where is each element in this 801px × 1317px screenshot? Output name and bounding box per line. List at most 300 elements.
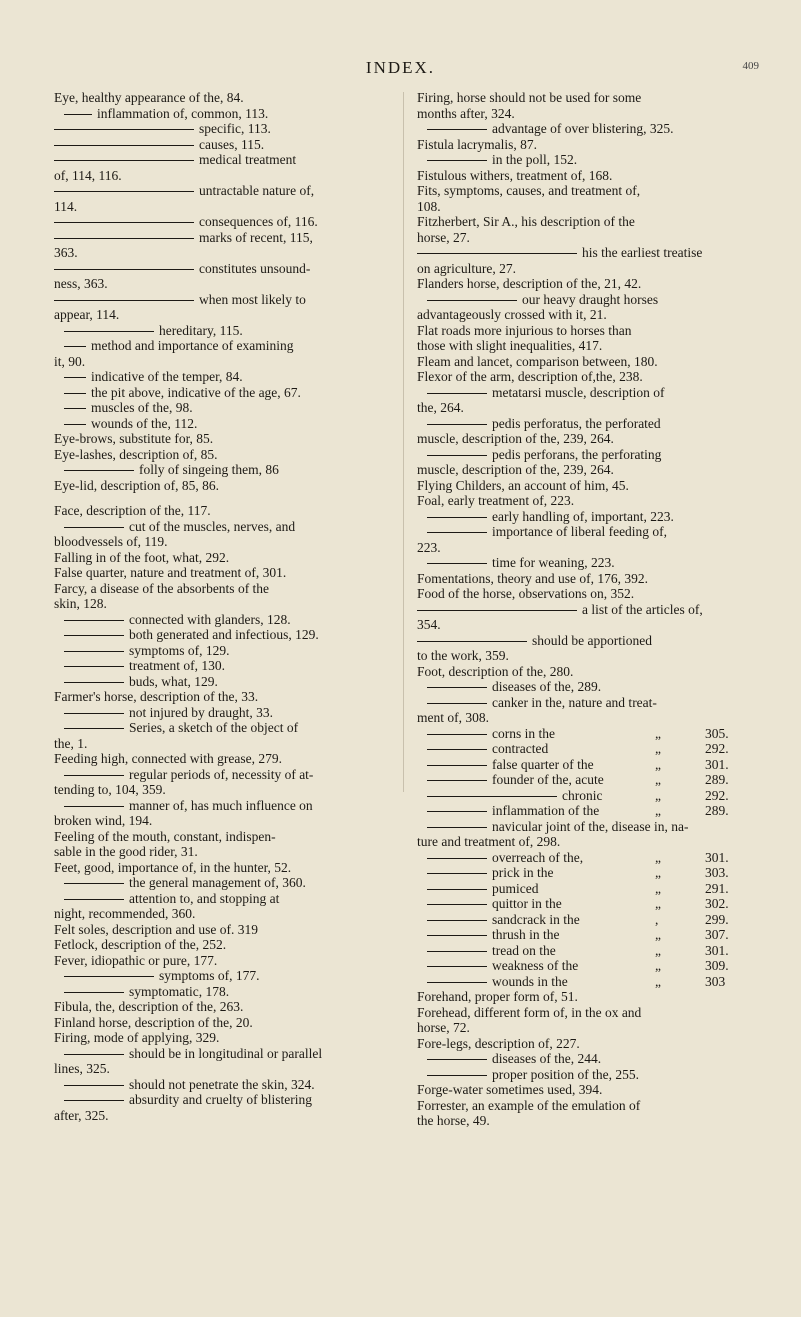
index-entry-continuation: [54, 906, 396, 922]
entry-text: Fleam and lancet, comparison between, 180.: [417, 353, 658, 369]
index-subentry-row: [417, 927, 759, 943]
entry-text: symptomatic, 178.: [129, 983, 230, 999]
ditto-dash: [427, 749, 487, 750]
index-entry-continuation: [54, 1108, 396, 1124]
index-entry: [417, 1082, 759, 1098]
entry-text: specific, 113.: [199, 121, 271, 136]
subentry-text: thrush in the: [492, 927, 560, 942]
index-subentry: [417, 1067, 759, 1083]
entry-text: early handling of, important, 223.: [492, 508, 674, 524]
ditto-dash: [427, 889, 487, 890]
entry-text: 114.: [54, 198, 78, 214]
ditto-dash: [64, 899, 124, 900]
subentry-text: pumiced: [492, 880, 539, 896]
page-reference: 301.: [705, 942, 729, 958]
entry-text: muscle, description of the, 239, 264.: [417, 462, 614, 477]
entry-text: navicular joint of the, disease in, na-: [492, 818, 689, 834]
index-entry: [417, 571, 759, 587]
entry-text: buds, what, 129.: [129, 673, 218, 689]
index-subentry: [417, 633, 759, 649]
ditto-dash: [64, 346, 86, 347]
index-entry-continuation: [417, 106, 759, 122]
subentry-label: [417, 943, 556, 959]
index-entry: [54, 550, 396, 566]
index-subentry: [54, 152, 396, 168]
subentry-text: wounds in the: [492, 973, 568, 989]
entry-text: Foot, description of the, 280.: [417, 663, 574, 679]
index-subentry: [54, 323, 396, 339]
entry-text: Fever, idiopathic or pure, 177.: [54, 952, 218, 968]
ditto-dash: [427, 982, 487, 983]
ditto-dash: [54, 145, 194, 146]
entry-text: muscle, description of the, 239, 264.: [417, 431, 614, 446]
ditto-dash: [427, 966, 487, 967]
entry-text: treatment of, 130.: [129, 658, 225, 673]
entry-text: Eye-lashes, description of, 85.: [54, 446, 218, 462]
entry-text: symptoms of, 177.: [159, 968, 260, 983]
entry-text: metatarsi muscle, description of: [492, 384, 665, 400]
index-subentry-row: [417, 741, 759, 757]
entry-text: Farmer's horse, description of the, 33.: [54, 689, 259, 704]
subentry-text: corns in the: [492, 725, 555, 741]
index-entry: [417, 493, 759, 509]
index-subentry: [417, 524, 759, 540]
index-subentry: [417, 602, 759, 618]
ditto-dash: [64, 1100, 124, 1101]
entry-text: Feet, good, importance of, in the hunter, 52.: [54, 859, 292, 875]
index-subentry-row: [417, 772, 759, 788]
index-subentry: [54, 106, 396, 122]
entry-text: both generated and infectious, 129.: [129, 627, 319, 642]
index-entry-continuation: [417, 338, 759, 354]
ditto-dash: [427, 811, 487, 812]
index-entry: [54, 860, 396, 876]
entry-text: muscles of the, 98.: [91, 400, 193, 415]
ditto-dash: [64, 1054, 124, 1055]
ditto-dash: [427, 873, 487, 874]
entry-text: Firing, mode of applying, 329.: [54, 1030, 220, 1045]
index-entry: [417, 989, 759, 1005]
entry-text: Fistulous withers, treatment of, 168.: [417, 167, 613, 183]
entry-text: his the earliest treatise: [582, 245, 703, 260]
index-subentry: [54, 767, 396, 783]
entry-text: in the poll, 152.: [492, 152, 578, 167]
entry-text: Flanders horse, description of the, 21, 42.: [417, 276, 642, 291]
ditto-dash: [64, 635, 124, 636]
entry-text: bloodvessels of, 119.: [54, 534, 168, 549]
index-subentry-row: [417, 726, 759, 742]
index-entry-continuation: [417, 710, 759, 726]
index-subentry-row: [417, 865, 759, 881]
ditto-dash: [54, 238, 194, 239]
page-reference: 299.: [705, 911, 729, 927]
ditto-mark: „: [655, 958, 661, 973]
ditto-dash: [54, 300, 194, 301]
ditto-dash: [427, 160, 487, 161]
index-entry: [54, 447, 396, 463]
entry-text: consequences of, 116.: [199, 214, 318, 229]
index-entry-continuation: [417, 261, 759, 277]
page-reference: 302.: [705, 896, 729, 911]
ditto-dash: [54, 269, 194, 270]
index-subentry: [417, 1051, 759, 1067]
index-entry-continuation: [54, 1061, 396, 1077]
entry-text: hereditary, 115.: [159, 322, 243, 338]
index-subentry: [417, 152, 759, 168]
ditto-dash: [54, 129, 194, 130]
subentry-text: prick in the: [492, 865, 554, 880]
entry-text: appear, 114.: [54, 307, 120, 322]
subentry-text: quittor in the: [492, 896, 562, 911]
ditto-mark: „: [655, 896, 661, 911]
entry-text: False quarter, nature and treatment of, 301.: [54, 565, 287, 580]
entry-text: of, 114, 116.: [54, 167, 122, 183]
ditto-dash: [64, 806, 124, 807]
ditto-dash: [427, 129, 487, 130]
index-entry-continuation: [417, 648, 759, 664]
ditto-dash: [427, 517, 487, 518]
entry-text: indicative of the temper, 84.: [91, 369, 243, 384]
entry-text: proper position of the, 255.: [492, 1066, 639, 1082]
index-subentry: [54, 643, 396, 659]
index-entry-continuation: [54, 782, 396, 798]
index-entry-continuation: [417, 1113, 759, 1129]
ditto-mark: „: [655, 849, 661, 865]
index-subentry: [54, 369, 396, 385]
page-reference: 291.: [705, 880, 729, 896]
index-subentry: [54, 261, 396, 277]
index-entry-continuation: [54, 354, 396, 370]
ditto-dash: [427, 734, 487, 735]
subentry-label: [417, 741, 548, 757]
index-subentry: [54, 292, 396, 308]
entry-text: Finland horse, description of the, 20.: [54, 1014, 253, 1030]
entry-text: Fitzherbert, Sir A., his description of the: [417, 214, 635, 229]
index-entry-continuation: [417, 462, 759, 478]
ditto-dash: [427, 1059, 487, 1060]
index-entry: [417, 168, 759, 184]
index-subentry: [54, 984, 396, 1000]
index-entry-continuation: [54, 736, 396, 752]
ditto-dash: [64, 393, 86, 394]
subentry-text: founder of the, acute: [492, 772, 604, 787]
entry-text: Feeling of the mouth, constant, indispen-: [54, 828, 276, 844]
index-subentry: [54, 338, 396, 354]
ditto-mark: ,: [655, 911, 659, 927]
subentry-text: weakness of the: [492, 958, 579, 973]
entry-text: pedis perforatus, the perforated: [492, 415, 661, 431]
index-subentry: [417, 447, 759, 463]
entry-text: the general management of, 360.: [129, 875, 306, 890]
entry-text: lines, 325.: [54, 1061, 110, 1076]
ditto-dash: [427, 796, 557, 797]
ditto-mark: „: [655, 772, 661, 787]
index-subentry: [417, 416, 759, 432]
subentry-text: tread on the: [492, 942, 556, 958]
ditto-dash: [64, 775, 124, 776]
index-subentry: [54, 214, 396, 230]
index-subentry: [54, 121, 396, 137]
entry-text: medical treatment: [199, 152, 297, 167]
subentry-label: [417, 974, 568, 990]
ditto-mark: „: [655, 880, 661, 896]
entry-text: should be apportioned: [532, 632, 652, 648]
page-title: INDEX.: [365, 58, 436, 77]
entry-text: Flexor of the arm, description of,the, 238.: [417, 369, 643, 384]
entry-text: manner of, has much influence on: [129, 797, 313, 813]
entry-text: the, 1.: [54, 735, 88, 751]
index-entry-continuation: [54, 168, 396, 184]
ditto-mark: „: [655, 803, 661, 818]
entry-text: Falling in of the foot, what, 292.: [54, 549, 230, 565]
index-subentry-row: [417, 896, 759, 912]
index-subentry: [417, 555, 759, 571]
entry-text: not injured by draught, 33.: [129, 704, 273, 720]
index-subentry: [54, 400, 396, 416]
entry-text: causes, 115.: [199, 136, 265, 152]
index-subentry: [54, 720, 396, 736]
entry-text: ness, 363.: [54, 276, 108, 291]
entry-text: Farcy, a disease of the absorbents of the: [54, 580, 270, 596]
index-entry: [54, 1030, 396, 1046]
ditto-dash: [427, 455, 487, 456]
subentry-label: [417, 927, 560, 943]
entry-text: horse, 72.: [417, 1020, 470, 1035]
entry-text: Feeding high, connected with grease, 279.: [54, 751, 282, 766]
entry-text: attention to, and stopping at: [129, 890, 280, 906]
index-subentry: [54, 875, 396, 891]
index-entry: [417, 1036, 759, 1052]
ditto-mark: „: [655, 787, 661, 803]
entry-text: Eye, healthy appearance of the, 84.: [54, 90, 244, 105]
index-entry-continuation: [54, 534, 396, 550]
index-entry: [417, 354, 759, 370]
index-subentry-row: [417, 803, 759, 819]
entry-text: Flying Childers, an account of him, 45.: [417, 477, 629, 493]
index-subentry-row: [417, 757, 759, 773]
column-divider: [403, 92, 404, 792]
index-entry: [54, 478, 396, 494]
ditto-dash: [54, 160, 194, 161]
ditto-dash: [427, 858, 487, 859]
index-entry-continuation: [417, 199, 759, 215]
index-subentry: [54, 230, 396, 246]
ditto-dash: [64, 527, 124, 528]
ditto-dash: [64, 424, 86, 425]
ditto-dash: [417, 641, 527, 642]
page-number: 409: [742, 60, 759, 72]
ditto-dash: [64, 713, 124, 714]
index-subentry: [417, 245, 759, 261]
subentry-label: [417, 772, 604, 788]
entry-text: Fits, symptoms, causes, and treatment of,: [417, 183, 641, 198]
index-subentry: [417, 121, 759, 137]
ditto-dash: [64, 377, 86, 378]
ditto-dash: [427, 904, 487, 905]
entry-text: night, recommended, 360.: [54, 906, 196, 921]
entry-text: Fistula lacrymalis, 87.: [417, 136, 537, 152]
page-reference: 289.: [705, 803, 729, 818]
ditto-dash: [64, 620, 124, 621]
entry-text: Flat roads more injurious to horses than: [417, 322, 632, 338]
entry-text: Eye-brows, substitute for, 85.: [54, 431, 214, 446]
page-reference: 301.: [705, 756, 729, 772]
subentry-label: [417, 912, 580, 928]
index-entry: [417, 137, 759, 153]
ditto-dash: [427, 532, 487, 533]
index-entry: [54, 829, 396, 845]
entry-text: Food of the horse, observations on, 352.: [417, 586, 635, 601]
subentry-text: false quarter of the: [492, 756, 594, 772]
entry-text: ment of, 308.: [417, 710, 489, 725]
index-entry: [417, 664, 759, 680]
index-subentry: [417, 385, 759, 401]
ditto-dash: [427, 687, 487, 688]
index-subentry: [417, 292, 759, 308]
index-subentry-row: [417, 850, 759, 866]
index-entry-continuation: [417, 1020, 759, 1036]
index-subentry: [54, 658, 396, 674]
entry-text: it, 90.: [54, 353, 86, 369]
ditto-dash: [64, 114, 92, 115]
index-entry: [417, 323, 759, 339]
ditto-dash: [417, 253, 577, 254]
ditto-dash: [64, 408, 86, 409]
entry-text: the horse, 49.: [417, 1113, 490, 1128]
index-entry-continuation: [417, 540, 759, 556]
entry-text: ture and treatment of, 298.: [417, 834, 561, 849]
entry-text: advantage of over blistering, 325.: [492, 121, 674, 136]
entry-text: regular periods of, necessity of at-: [129, 766, 314, 782]
entry-text: constitutes unsound-: [199, 260, 311, 276]
ditto-mark: „: [655, 942, 661, 958]
entry-text: Fetlock, description of the, 252.: [54, 937, 227, 952]
entry-text: to the work, 359.: [417, 648, 509, 663]
index-subentry: [54, 674, 396, 690]
ditto-dash: [64, 470, 134, 471]
index-entry: [54, 689, 396, 705]
index-entry-continuation: [54, 245, 396, 261]
entry-text: 223.: [417, 539, 441, 555]
index-entry: [54, 922, 396, 938]
ditto-dash: [64, 666, 124, 667]
index-subentry: [54, 1092, 396, 1108]
index-entry: [54, 90, 396, 106]
entry-text: Fomentations, theory and use of, 176, 392.: [417, 570, 648, 586]
index-entry-continuation: [54, 199, 396, 215]
index-entry-continuation: [417, 617, 759, 633]
ditto-mark: „: [655, 756, 661, 772]
subentry-label: [417, 896, 562, 912]
entry-text: Forehand, proper form of, 51.: [417, 989, 578, 1004]
index-entry-continuation: [417, 400, 759, 416]
index-entry-continuation: [417, 431, 759, 447]
ditto-dash: [427, 827, 487, 828]
index-entry: [54, 999, 396, 1015]
index-subentry-row: [417, 943, 759, 959]
index-subentry: [54, 137, 396, 153]
entry-text: when most likely to: [199, 291, 306, 307]
index-subentry: [54, 968, 396, 984]
entry-text: tending to, 104, 359.: [54, 782, 166, 797]
ditto-dash: [64, 728, 124, 729]
entry-text: after, 325.: [54, 1107, 109, 1123]
ditto-dash: [64, 883, 124, 884]
entry-text: the, 264.: [417, 400, 464, 415]
entry-text: Face, description of the, 117.: [54, 503, 211, 518]
ditto-dash: [64, 992, 124, 993]
index-subentry: [54, 462, 396, 478]
ditto-dash: [427, 393, 487, 394]
index-subentry: [417, 819, 759, 835]
entry-text: Fore-legs, description of, 227.: [417, 1035, 580, 1051]
page-reference: 303: [705, 973, 726, 989]
entry-text: skin, 128.: [54, 596, 107, 611]
index-subentry: [54, 183, 396, 199]
entry-text: inflammation of, common, 113.: [97, 105, 269, 121]
subentry-text: inflammation of the: [492, 803, 600, 818]
page-header: [0, 58, 801, 78]
index-entry-continuation: [417, 307, 759, 323]
index-subentry: [54, 627, 396, 643]
entry-text: Forrester, an example of the emulation of: [417, 1097, 641, 1113]
page-reference: 292.: [705, 787, 729, 803]
ditto-dash: [427, 703, 487, 704]
entry-text: symptoms of, 129.: [129, 642, 230, 658]
entry-text: method and importance of examining: [91, 338, 294, 353]
index-entry-continuation: [54, 307, 396, 323]
subentry-label: [417, 958, 578, 974]
index-entry-continuation: [54, 596, 396, 612]
ditto-dash: [427, 920, 487, 921]
entry-text: Firing, horse should not be used for some: [417, 90, 642, 105]
index-entry: [54, 751, 396, 767]
entry-text: the pit above, indicative of the age, 67.: [91, 384, 301, 400]
index-subentry-row: [417, 788, 759, 804]
page-reference: 307.: [705, 927, 729, 942]
ditto-dash: [427, 780, 487, 781]
subentry-label: [417, 850, 583, 866]
page-reference: 309.: [705, 958, 729, 973]
index-subentry: [54, 519, 396, 535]
ditto-dash: [64, 682, 124, 683]
subentry-label: [417, 881, 539, 897]
ditto-dash: [54, 191, 194, 192]
ditto-dash: [427, 300, 517, 301]
index-subentry: [417, 679, 759, 695]
ditto-mark: „: [655, 973, 661, 989]
ditto-dash: [427, 424, 487, 425]
entry-text: should not penetrate the skin, 324.: [129, 1076, 315, 1092]
entry-text: Eye-lid, description of, 85, 86.: [54, 477, 219, 493]
ditto-dash: [64, 331, 154, 332]
index-entry: [417, 586, 759, 602]
entry-text: untractable nature of,: [199, 183, 315, 198]
entry-text: those with slight inequalities, 417.: [417, 338, 603, 353]
entry-text: connected with glanders, 128.: [129, 611, 291, 627]
entry-text: time for weaning, 223.: [492, 555, 615, 570]
entry-text: absurdity and cruelty of blistering: [129, 1092, 312, 1107]
index-entry: [417, 183, 759, 199]
index-subentry: [54, 1046, 396, 1062]
index-subentry: [54, 385, 396, 401]
index-subentry: [54, 705, 396, 721]
index-entry: [417, 1005, 759, 1021]
entry-text: broken wind, 194.: [54, 813, 153, 828]
ditto-dash: [427, 563, 487, 564]
index-entry: [417, 276, 759, 292]
index-subentry-row: [417, 974, 759, 990]
